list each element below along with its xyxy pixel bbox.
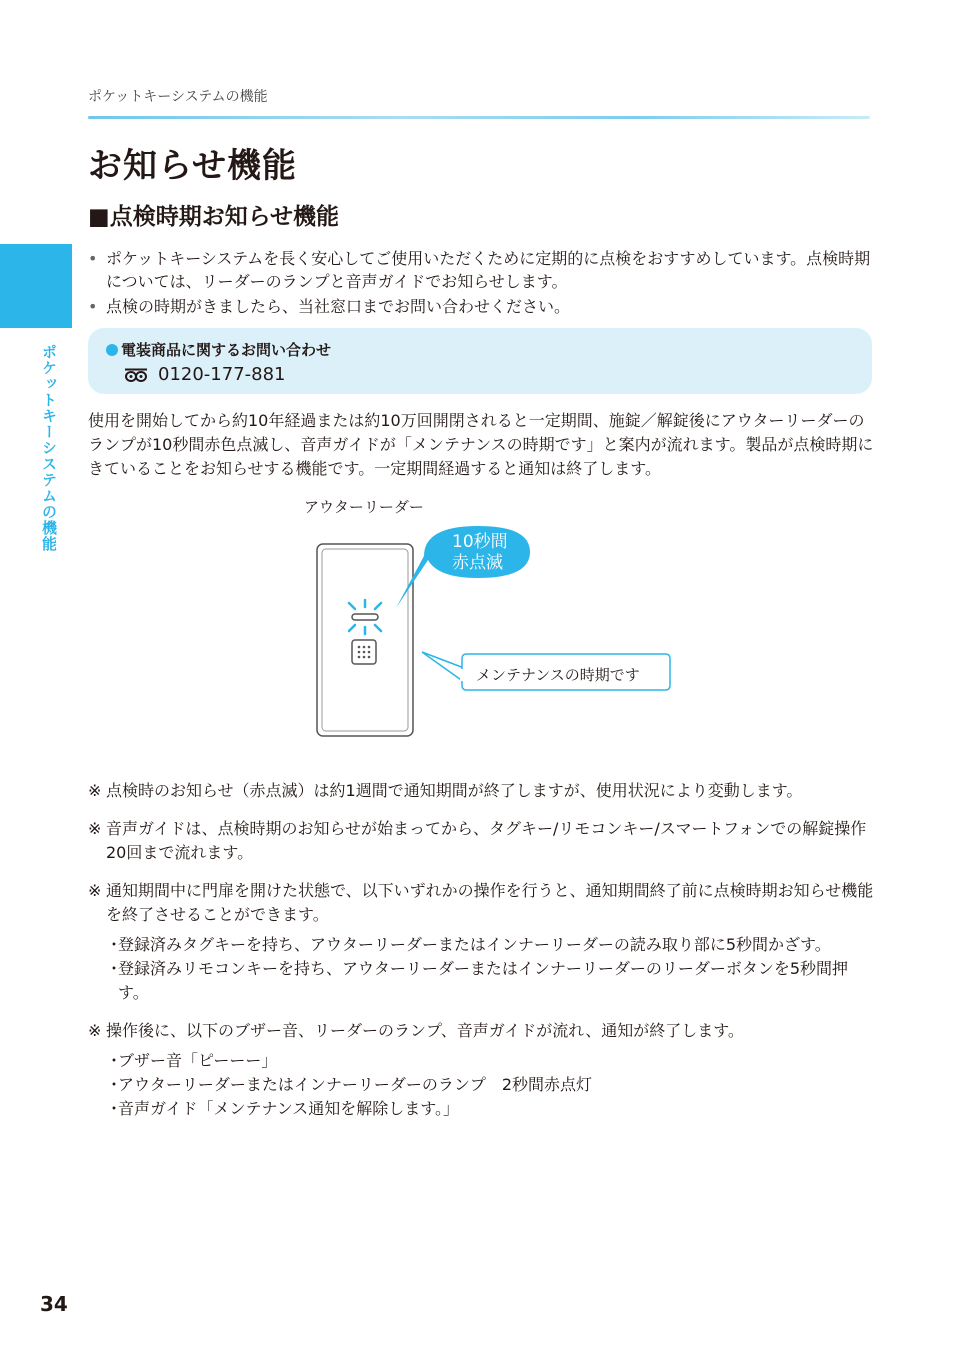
note-text: 通知期間中に門扉を開けた状態で、以下いずれかの操作を行うと、通知期間終了前に点検時期お知らせ機能を終了させることができます。 bbox=[106, 881, 874, 924]
sub-mark: ・ bbox=[106, 959, 123, 978]
bubble-line-1: 10秒間 bbox=[452, 532, 508, 552]
note-sub-item bbox=[88, 1073, 878, 1097]
header-breadcrumb: ポケットキーシステムの機能 bbox=[88, 89, 268, 105]
contact-phone bbox=[124, 364, 286, 385]
bubble-line-2: 赤点滅 bbox=[452, 553, 503, 573]
note-sub-item bbox=[88, 1097, 878, 1121]
bullet-dot-icon bbox=[106, 344, 118, 356]
note-sub-item bbox=[88, 957, 878, 1005]
bullet-item: • 点検の時期がきましたら、当社窓口までお問い合わせください。 bbox=[88, 295, 878, 318]
section-title: ■点検時期お知らせ機能 bbox=[88, 204, 340, 230]
note-text: 操作後に、以下のブザー音、リーダーのランプ、音声ガイドが流れ、通知が終了します。 bbox=[106, 1021, 744, 1040]
sub-text: 登録済みリモコンキーを持ち、アウターリーダーまたはインナーリーダーのリーダーボタンを5秒間押す。 bbox=[118, 959, 849, 1002]
bubble-text bbox=[452, 532, 532, 574]
side-label: ポケットキーシステムの機能 bbox=[40, 344, 58, 552]
note-text: 音声ガイドは、点検時期のお知らせが始まってから、タグキー/リモコンキー/スマートフォンでの解錠操作20回まで流れます。 bbox=[106, 819, 867, 862]
note-mark: ※ bbox=[88, 1021, 102, 1040]
side-tab bbox=[0, 244, 72, 328]
callout-text: メンテナンスの時期です bbox=[476, 666, 640, 684]
contact-box bbox=[88, 328, 872, 394]
sub-text: 音声ガイド「メンテナンス通知を解除します。」 bbox=[118, 1099, 459, 1118]
note-item bbox=[88, 1019, 878, 1121]
sub-mark: ・ bbox=[106, 935, 123, 954]
description-paragraph: 使用を開始してから約10年経過または約10万回開閉されると一定期間、施錠／解錠後にアウターリーダーのランプが10秒間赤色点滅し、音声ガイドが「メンテナンスの時期です」と案内が流れます。製品が点検時期にきていることをお知らせする機能です。一定期間経過すると通知は終了します。 bbox=[88, 411, 874, 478]
note-sub-item bbox=[88, 1049, 878, 1073]
note-item bbox=[88, 879, 878, 1005]
sub-text: 登録済みタグキーを持ち、アウターリーダーまたはインナーリーダーの読み取り部に5秒間かざす。 bbox=[118, 935, 831, 954]
sub-mark: ・ bbox=[106, 1075, 123, 1094]
freedial-icon bbox=[124, 368, 148, 382]
note-item bbox=[88, 817, 878, 865]
phone-number: 0120-177-881 bbox=[158, 364, 286, 385]
note-mark: ※ bbox=[88, 781, 102, 800]
sub-mark: ・ bbox=[106, 1051, 123, 1070]
contact-title bbox=[106, 339, 331, 360]
note-sub-item bbox=[88, 933, 878, 957]
bullet-item: • ポケットキーシステムを長く安心してご使用いただくために定期的に点検をおすすめしています。点検時期については、リーダーのランプと音声ガイドでお知らせします。 bbox=[88, 247, 878, 293]
sub-mark: ・ bbox=[106, 1099, 123, 1118]
notes bbox=[88, 779, 878, 1135]
sub-text: ブザー音「ピーーー」 bbox=[118, 1051, 278, 1070]
reader-figure bbox=[300, 490, 700, 750]
note-mark: ※ bbox=[88, 881, 102, 900]
figure-caption: アウターリーダー bbox=[304, 498, 424, 516]
page-number: 34 bbox=[40, 1292, 68, 1316]
bullet-list bbox=[88, 247, 878, 318]
page-title: お知らせ機能 bbox=[88, 146, 297, 186]
contact-title-text: 電装商品に関するお問い合わせ bbox=[121, 341, 332, 359]
note-text: 点検時のお知らせ（赤点滅）は約1週間で通知期間が終了しますが、使用状況により変動します。 bbox=[106, 781, 803, 800]
note-mark: ※ bbox=[88, 819, 102, 838]
header-rule bbox=[88, 116, 870, 119]
sub-text: アウターリーダーまたはインナーリーダーのランプ 2秒間赤点灯 bbox=[118, 1075, 593, 1094]
reader-illustration bbox=[300, 490, 700, 750]
note-item bbox=[88, 779, 878, 803]
